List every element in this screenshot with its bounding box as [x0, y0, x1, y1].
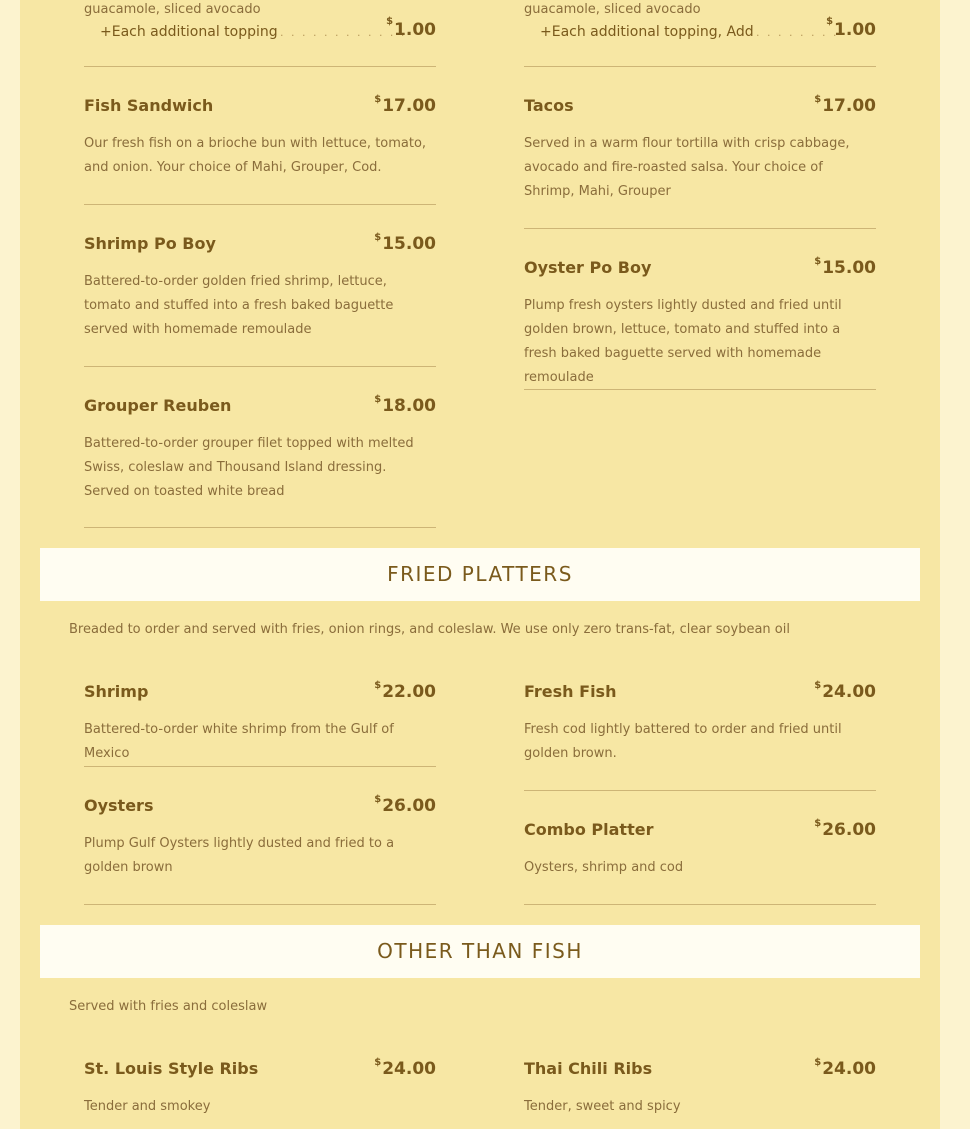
item-name: Tacos	[524, 96, 574, 115]
currency-symbol: $	[374, 394, 382, 405]
menu-item-shrimp[interactable]	[84, 677, 436, 767]
menu-item-shrimp-po-boy[interactable]	[84, 229, 436, 367]
currency-symbol: $	[814, 680, 822, 691]
currency-symbol: $	[374, 1057, 382, 1068]
item-price	[814, 1054, 876, 1084]
menu-item-fresh-fish[interactable]	[524, 677, 876, 791]
item-name: Thai Chili Ribs	[524, 1059, 653, 1078]
topping-row	[540, 16, 876, 48]
divider	[84, 66, 436, 67]
item-price	[374, 1054, 436, 1084]
price-value: 17.00	[382, 96, 436, 116]
menu-item-combo-platter[interactable]	[524, 815, 876, 905]
item-price	[374, 677, 436, 707]
price-value: 17.00	[822, 96, 876, 116]
item-price	[374, 91, 436, 121]
currency-symbol: $	[814, 818, 822, 829]
item-description: Tender and smokey	[84, 1099, 211, 1114]
dot-leader: . . . . . . . . . . . .	[280, 26, 407, 39]
topping-label: +Each additional topping, Add	[540, 24, 754, 40]
menu-column-right-top	[524, 0, 876, 70]
currency-symbol: $	[826, 16, 834, 27]
item-description: Oysters, shrimp and cod	[524, 860, 684, 875]
currency-symbol: $	[814, 256, 822, 267]
divider	[524, 66, 876, 67]
currency-symbol: $	[386, 16, 394, 27]
price-value: 26.00	[382, 796, 436, 816]
price-value: 18.00	[382, 396, 436, 416]
price-value: 24.00	[382, 1059, 436, 1079]
menu-item-oysters[interactable]	[84, 791, 436, 905]
item-price	[374, 791, 436, 821]
currency-symbol: $	[374, 680, 382, 691]
item-description: guacamole, sliced avocado	[84, 2, 261, 17]
currency-symbol: $	[374, 232, 382, 243]
item-price	[814, 815, 876, 845]
item-price	[814, 253, 876, 283]
item-price	[814, 91, 876, 121]
menu-item-thai-chili-ribs[interactable]	[524, 1054, 876, 1129]
item-description: Battered-to-order golden fried shrimp, lettuce, tomato and stuffed into a fresh baked baguette served with homemade remoulade	[84, 274, 394, 337]
topping-row	[100, 16, 436, 48]
item-price	[814, 677, 876, 707]
section-note: Served with fries and coleslaw	[69, 999, 268, 1014]
topping-price	[826, 16, 876, 40]
price-value: 22.00	[382, 682, 436, 702]
menu-item-tacos[interactable]	[524, 91, 876, 229]
topping-label: +Each additional topping	[100, 24, 278, 40]
currency-symbol: $	[374, 94, 382, 105]
item-description: Served in a warm flour tortilla with crisp cabbage, avocado and fire-roasted salsa. Your choice of Shrimp, Mahi, Grouper	[524, 136, 850, 199]
item-name: Oyster Po Boy	[524, 258, 652, 277]
item-name: Grouper Reuben	[84, 396, 232, 415]
price-value: 15.00	[822, 258, 876, 278]
section-header-fried-platters: FRIED PLATTERS	[40, 548, 920, 601]
item-name: St. Louis Style Ribs	[84, 1059, 259, 1078]
item-name: Shrimp Po Boy	[84, 234, 216, 253]
price-value: 1.00	[834, 20, 876, 40]
menu-item-oyster-po-boy[interactable]	[524, 253, 876, 390]
price-value: 15.00	[382, 234, 436, 254]
item-description: guacamole, sliced avocado	[524, 2, 701, 17]
item-description: Battered-to-order white shrimp from the Gulf of Mexico	[84, 722, 394, 761]
item-description: Plump fresh oysters lightly dusted and fried until golden brown, lettuce, tomato and stuffed into a fresh baked baguette served with homemade remoulade	[524, 298, 842, 385]
item-description: Battered-to-order grouper filet topped with melted Swiss, coleslaw and Thousand Island dressing. Served on toasted white bread	[84, 436, 414, 499]
menu-column-left-top	[84, 0, 436, 70]
price-value: 24.00	[822, 682, 876, 702]
menu-item-fish-sandwich[interactable]	[84, 91, 436, 205]
item-name: Combo Platter	[524, 820, 654, 839]
menu-item-st-louis-style-ribs[interactable]	[84, 1054, 436, 1129]
currency-symbol: $	[814, 94, 822, 105]
price-value: 1.00	[394, 20, 436, 40]
item-name: Shrimp	[84, 682, 149, 701]
item-description: Our fresh fish on a brioche bun with lettuce, tomato, and onion. Your choice of Mahi, Grouper, Cod.	[84, 136, 427, 175]
item-name: Fish Sandwich	[84, 96, 214, 115]
item-description: Fresh cod lightly battered to order and fried until golden brown.	[524, 722, 842, 761]
currency-symbol: $	[814, 1057, 822, 1068]
item-description: Tender, sweet and spicy	[524, 1099, 681, 1114]
item-price	[374, 391, 436, 421]
price-value: 26.00	[822, 820, 876, 840]
topping-price	[386, 16, 436, 40]
item-description: Plump Gulf Oysters lightly dusted and fried to a golden brown	[84, 836, 395, 875]
menu-item-grouper-reuben[interactable]	[84, 391, 436, 528]
item-price	[374, 229, 436, 259]
section-header-other-than-fish: OTHER THAN FISH	[40, 925, 920, 978]
price-value: 24.00	[822, 1059, 876, 1079]
currency-symbol: $	[374, 794, 382, 805]
dot-leader: . . . . . . . .	[756, 26, 839, 39]
section-note: Breaded to order and served with fries, onion rings, and coleslaw. We use only zero trans-fat, clear soybean oil	[69, 622, 790, 637]
item-name: Oysters	[84, 796, 154, 815]
item-name: Fresh Fish	[524, 682, 617, 701]
menu-page	[20, 0, 940, 1129]
